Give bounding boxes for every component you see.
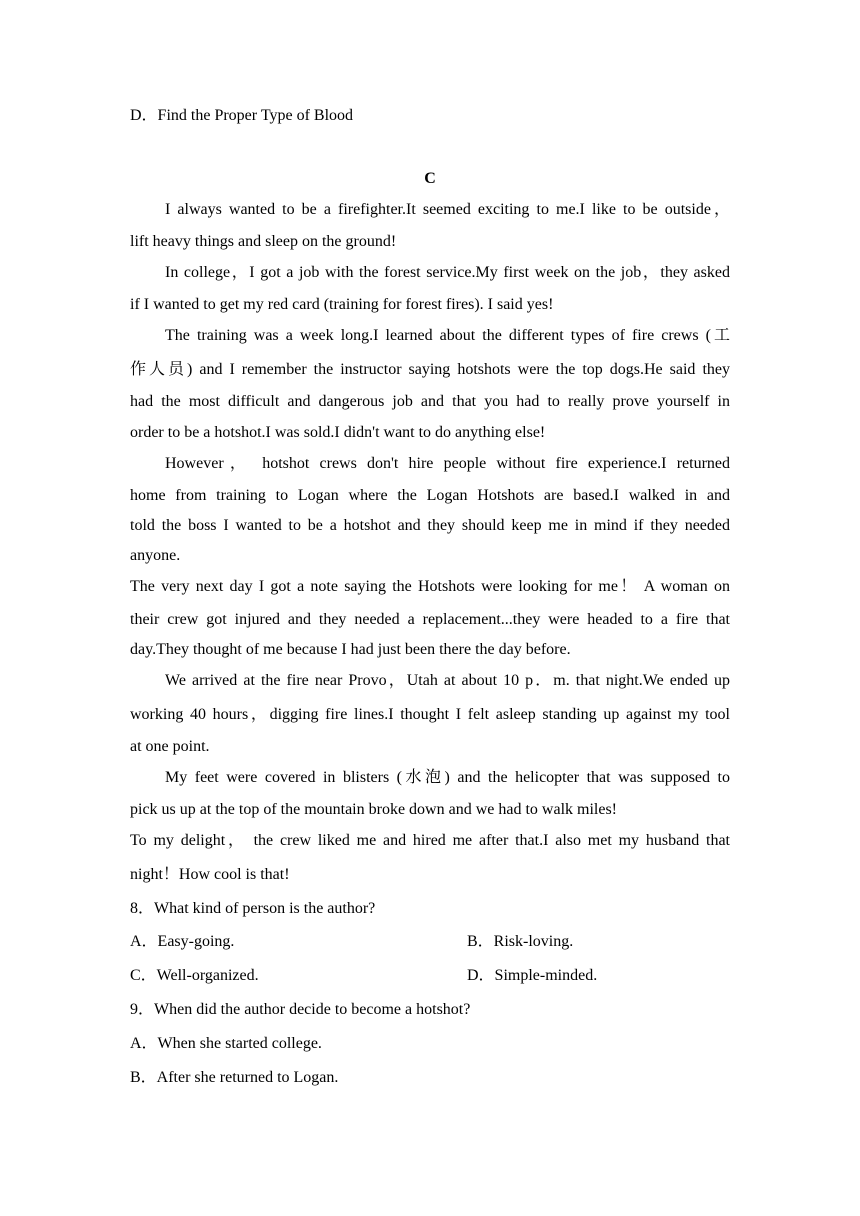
passage-line: The very next day I got a note saying the Hotshots were looking for me！ A woman on: [130, 578, 730, 595]
passage-line: The training was a week long.I learned about the different types of fire crews (工: [165, 327, 730, 344]
passage-line: In college，I got a job with the forest service.My first week on the job，they asked: [165, 264, 730, 281]
passage-line: However， hotshot crews don't hire people without fire experience.I returned: [165, 455, 730, 472]
passage-line: told the boss I wanted to be a hotshot and they should keep me in mind if they needed: [130, 517, 730, 534]
passage-line: if I wanted to get my red card (training for forest fires). I said yes!: [130, 296, 554, 313]
option-a: A．Easy-going.: [130, 933, 235, 950]
previous-option-d: D．Find the Proper Type of Blood: [130, 107, 354, 124]
option-b: B．After she returned to Logan.: [130, 1069, 339, 1086]
passage-line: To my delight， the crew liked me and hired me after that.I also met my husband that: [130, 832, 730, 849]
passage-line: My feet were covered in blisters (水泡) and the helicopter that was supposed to: [165, 769, 730, 786]
section-title: C: [424, 170, 436, 187]
passage-line: anyone.: [130, 547, 181, 564]
passage-line: 作人员) and I remember the instructor saying hotshots were the top dogs.He said they: [130, 361, 730, 378]
passage-line: night！How cool is that!: [130, 866, 290, 883]
passage-line: home from training to Logan where the Logan Hotshots are based.I walked in and: [130, 487, 730, 504]
option-a: A．When she started college.: [130, 1035, 322, 1052]
question-stem: 8．What kind of person is the author?: [130, 900, 376, 917]
question-stem: 9．When did the author decide to become a hotshot?: [130, 1001, 471, 1018]
passage-line: I always wanted to be a firefighter.It seemed exciting to me.I like to be outside，: [165, 201, 730, 218]
option-b: B．Risk-loving.: [467, 933, 574, 950]
passage-line: had the most difficult and dangerous job and that you had to really prove yourself in: [130, 393, 730, 410]
passage-line: their crew got injured and they needed a replacement...they were headed to a fire that: [130, 611, 730, 628]
passage-line: pick us up at the top of the mountain broke down and we had to walk miles!: [130, 801, 618, 818]
passage-line: lift heavy things and sleep on the ground!: [130, 233, 397, 250]
passage-line: order to be a hotshot.I was sold.I didn't want to do anything else!: [130, 424, 546, 441]
option-d: D．Simple-minded.: [467, 967, 598, 984]
option-c: C．Well-organized.: [130, 967, 259, 984]
passage-line: at one point.: [130, 738, 210, 755]
passage-line: day.They thought of me because I had just been there the day before.: [130, 641, 571, 658]
passage-line: We arrived at the fire near Provo，Utah at about 10 p．m. that night.We ended up: [165, 672, 730, 689]
passage-line: working 40 hours，digging fire lines.I thought I felt asleep standing up against my tool: [130, 706, 730, 723]
